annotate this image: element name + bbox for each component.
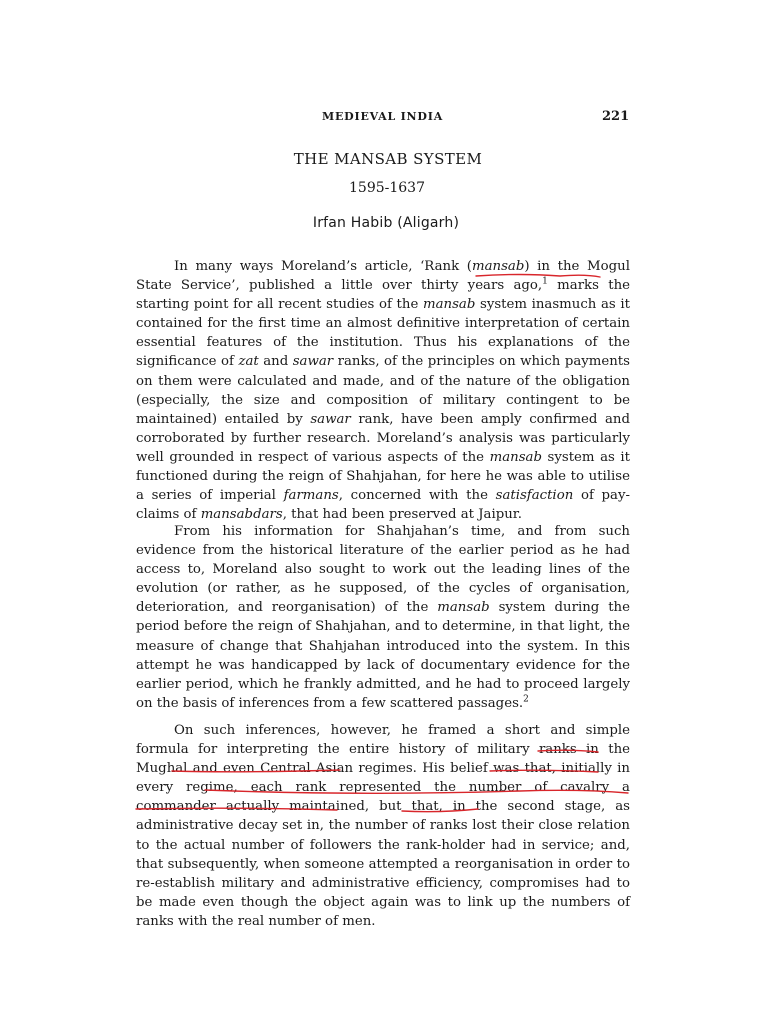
p1-seg-r: of pay-claims of — [136, 488, 630, 523]
term-satisfaction: satisfaction — [495, 488, 574, 504]
paragraph-1-text — [136, 257, 630, 524]
p1-seg-p: , concerned with the — [338, 488, 496, 504]
term-sawar: sawar — [310, 411, 351, 427]
p2-seg-c: system during the period before the reign of Shahjahan, and to determine, in that light, the measure of change that Shahjahan introduced into the system. In this attempt he was handicapped by lack of documentary evidence for the earlier period, which he frankly admitted, and he had to proceed largely on the basis of inferences from a few scattered passages. — [136, 600, 630, 711]
p1-seg-n: system as it functioned during the reign of Shahjahan, for here he was able to utilise a series of imperial — [136, 449, 630, 504]
paragraph-2-text — [136, 522, 630, 713]
page-number: 221 — [602, 109, 630, 124]
paragraph-3 — [136, 721, 630, 931]
p1-seg-h: and — [258, 354, 293, 370]
p2-seg-a: From his information for Shahjahan’s time, and from such evidence from the historical literature of the earlier period as he had access to, Moreland also sought to work out the leading lines of the evolution (or rather, as he supposed, of the cycles of organisation, deterioration, and reorganisation) of the — [136, 524, 630, 616]
term-mansabdars: mansabdars — [200, 507, 283, 523]
article-author: Irfan Habib (Aligarh) — [312, 215, 460, 231]
p1-seg-a: In many ways Moreland’s article, ‘Rank ( — [174, 259, 472, 274]
p1-seg-j: ranks, of the principles on which payments on them were calculated and made, and of the nature of the obligation (especially, the size and composition of military contingent to be maintained) entailed by — [136, 354, 630, 427]
p1-seg-f: system inasmuch as it contained for the first time an almost definitive interpretation of certain essential features of the institution. Thus his explanations of the significance of — [136, 297, 630, 370]
term-mansab: mansab — [471, 259, 525, 274]
footnote-ref-1[interactable]: 1 — [542, 276, 548, 287]
term-zat: zat — [238, 354, 259, 370]
paragraph-1 — [136, 257, 630, 524]
p1-seg-c: ) in the Mogul State Service’, published a little over thirty years ago, — [136, 259, 630, 294]
p1-seg-d: marks the starting point for all recent studies of the — [136, 278, 630, 313]
paragraph-2 — [136, 522, 630, 713]
p1-seg-l: rank, have been amply confirmed and corroborated by further research. Moreland’s analysis was particularly well grounded in respect of various aspects of the — [136, 411, 630, 465]
footnote-ref-2[interactable]: 2 — [523, 694, 529, 705]
p1-seg-t: , that had been preserved at Jaipur. — [282, 507, 522, 523]
term-mansab: mansab — [489, 449, 542, 465]
running-head: MEDIEVAL INDIA — [322, 110, 444, 123]
term-mansab: mansab — [437, 600, 490, 616]
term-farmans: farmans — [283, 488, 339, 504]
term-sawar: sawar — [292, 354, 334, 370]
term-mansab: mansab — [422, 297, 476, 313]
article-title: THE MANSAB SYSTEM — [293, 150, 483, 168]
article-years: 1595-1637 — [349, 180, 425, 196]
paragraph-3-text: On such inferences, however, he framed a short and simple formula for interpreting the entire history of military ranks in the Mughal and even Central Asian regimes. His belief was that, initially in every regime, each rank represented the number of cavalry a commander actually maintained, but that, in the second stage, as administrative decay set in, the number of ranks lost their close relation to the actual number of followers the rank-holder had in service; and, that subsequently, when someone attempted a reorganisation in order to re-establish military and administrative efficiency, compromises had to be made even though the object again was to link up the numbers of ranks with the real number of men. — [136, 723, 630, 929]
